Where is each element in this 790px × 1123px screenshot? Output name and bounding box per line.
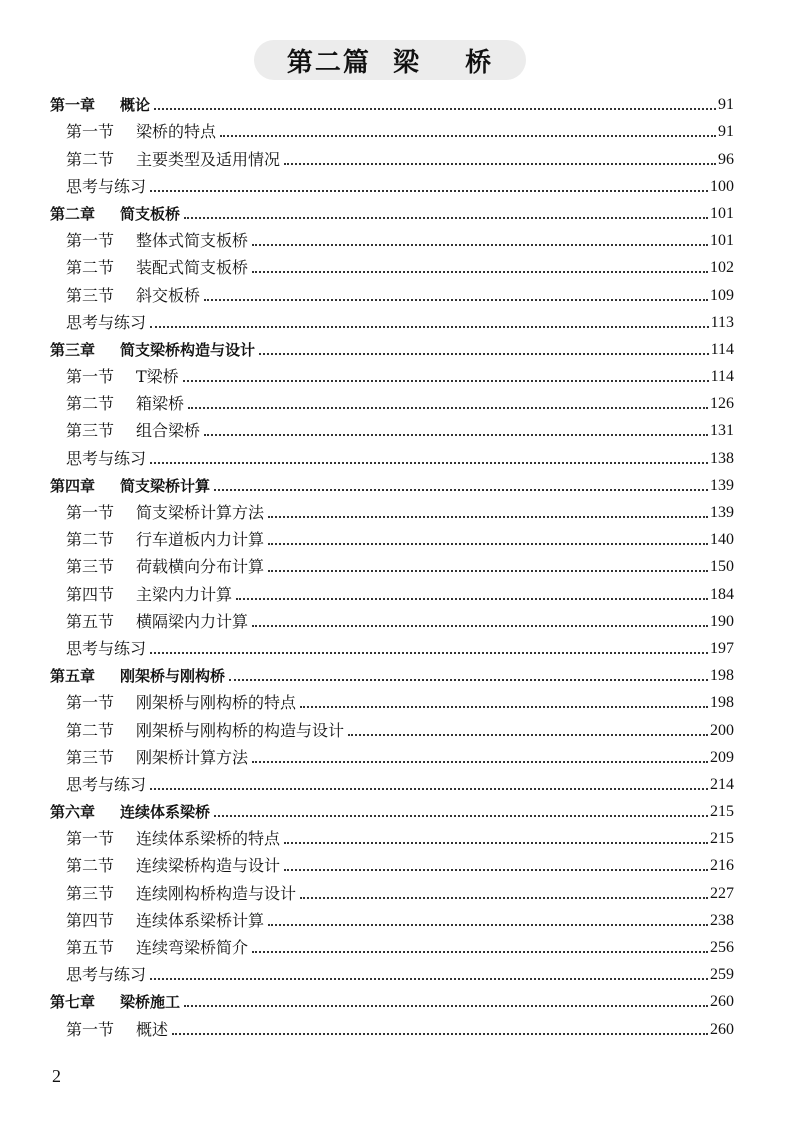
- toc-entry-number: 第三节: [66, 421, 115, 441]
- toc-entry-title: 梁桥施工: [120, 993, 181, 1012]
- toc-section-row[interactable]: [50, 577, 734, 604]
- toc-entry-title: 刚架桥与刚构桥的构造与设计: [136, 720, 345, 740]
- dot-leader: [154, 108, 716, 110]
- toc-entry-title: 思考与练习: [66, 638, 147, 658]
- toc-entry-page: 256: [710, 939, 734, 956]
- toc-entry-title: 思考与练习: [66, 965, 147, 985]
- toc-section-row[interactable]: [50, 822, 734, 849]
- toc-entry-title: 连续弯梁桥简介: [136, 938, 249, 957]
- toc-entry-title: 刚架桥计算方法: [136, 747, 249, 767]
- toc-section-row[interactable]: [50, 251, 734, 278]
- toc-entry-number: 第四节: [66, 910, 115, 930]
- toc-entry-title: 概论: [120, 96, 151, 115]
- toc-entry-title: 思考与练习: [66, 312, 147, 332]
- toc-entry-title: 概述: [136, 1019, 169, 1039]
- part-title-banner: [254, 40, 526, 80]
- dot-leader: [252, 244, 708, 246]
- toc-entry-number: 第七章: [50, 993, 96, 1012]
- toc-entry-title: 连续刚构桥构造与设计: [136, 883, 297, 903]
- toc-entry-page: 100: [710, 177, 734, 195]
- toc-section-row[interactable]: [50, 849, 734, 876]
- dot-leader: [150, 190, 708, 192]
- toc-section-row[interactable]: [50, 1012, 734, 1039]
- toc-entry-title: 刚架桥与刚构桥的特点: [136, 693, 297, 713]
- toc-exercise-row[interactable]: [50, 958, 734, 985]
- toc-section-row[interactable]: [50, 496, 734, 523]
- toc-entry-page: 209: [710, 748, 734, 766]
- toc-entry-number: 第一章: [50, 96, 96, 115]
- dot-leader: [183, 380, 709, 382]
- dot-leader: [204, 434, 708, 436]
- toc-entry-page: 109: [710, 286, 734, 304]
- toc-exercise-row[interactable]: [50, 170, 734, 197]
- dot-leader: [268, 924, 708, 926]
- toc-entry-title: 整体式简支板桥: [136, 231, 249, 251]
- toc-entry-page: 150: [710, 558, 734, 576]
- page-number: 2: [52, 1066, 61, 1086]
- dot-leader: [220, 135, 716, 137]
- toc-exercise-row[interactable]: [50, 441, 734, 468]
- toc-entry-number: 第三章: [50, 340, 96, 359]
- toc-entry-number: 第一节: [66, 1019, 115, 1039]
- toc-section-row[interactable]: [50, 278, 734, 305]
- toc-entry-page: 140: [710, 531, 734, 549]
- toc-entry-page: 101: [710, 204, 734, 222]
- dot-leader: [252, 271, 708, 273]
- toc-section-row[interactable]: [50, 142, 734, 169]
- toc-entry-page: 114: [710, 368, 734, 386]
- toc-entry-number: 第一节: [66, 503, 115, 522]
- dot-leader: [188, 407, 708, 409]
- toc-entry-number: 第四章: [50, 476, 96, 495]
- dot-leader: [150, 788, 708, 790]
- toc-entry-title: 连续体系梁桥: [120, 803, 211, 822]
- dot-leader: [150, 652, 708, 654]
- toc-chapter-row[interactable]: [50, 197, 734, 224]
- toc-entry-page: 260: [710, 993, 734, 1011]
- toc-entry-page: 96: [718, 150, 734, 168]
- toc-section-row[interactable]: [50, 741, 734, 768]
- toc-entry-number: 第二节: [66, 258, 115, 278]
- toc-entry-page: 131: [710, 422, 734, 440]
- toc-entry-title: 行车道板内力计算: [136, 530, 265, 550]
- toc-entry-number: 第二节: [66, 720, 115, 740]
- toc-exercise-row[interactable]: [50, 306, 734, 333]
- part-title: 第二篇 梁 桥: [286, 47, 494, 78]
- toc-entry-number: 第一节: [66, 122, 115, 142]
- toc-entry-number: 第三节: [66, 883, 115, 903]
- toc-entry-number: 第一节: [66, 829, 115, 849]
- toc-entry-title: 思考与练习: [66, 448, 147, 468]
- toc-entry-number: 第一节: [66, 367, 115, 387]
- toc-entry-page: 184: [710, 585, 734, 603]
- table-of-contents: [50, 88, 734, 1040]
- dot-leader: [214, 815, 708, 817]
- toc-entry-page: 138: [710, 449, 734, 467]
- toc-entry-title: 连续体系梁桥计算: [136, 910, 265, 930]
- toc-entry-number: 第四节: [66, 584, 115, 604]
- toc-entry-title: 组合梁桥: [136, 421, 201, 441]
- toc-entry-page: 260: [710, 1020, 734, 1038]
- dot-leader: [259, 353, 709, 355]
- toc-chapter-row[interactable]: [50, 659, 734, 686]
- toc-entry-number: 第五节: [66, 611, 115, 631]
- dot-leader: [268, 543, 708, 545]
- dot-leader: [184, 1005, 708, 1007]
- toc-entry-number: 第三节: [66, 557, 115, 577]
- toc-entry-page: 214: [710, 775, 734, 793]
- toc-section-row[interactable]: [50, 686, 734, 713]
- toc-entry-title: 主梁内力计算: [136, 584, 233, 604]
- toc-entry-title: 横隔梁内力计算: [136, 611, 249, 631]
- toc-entry-number: 第六章: [50, 803, 96, 822]
- toc-entry-page: 102: [710, 259, 734, 277]
- dot-leader: [150, 978, 708, 980]
- dot-leader: [284, 163, 716, 165]
- toc-entry-number: 第三节: [66, 285, 115, 305]
- toc-section-row[interactable]: [50, 931, 734, 958]
- toc-entry-page: 91: [718, 123, 734, 141]
- dot-leader: [150, 326, 709, 328]
- toc-chapter-row[interactable]: [50, 88, 734, 115]
- toc-entry-number: 第二章: [50, 204, 96, 223]
- dot-leader: [214, 489, 708, 491]
- toc-entry-title: 连续体系梁桥的特点: [136, 829, 281, 849]
- toc-entry-number: 第一节: [66, 231, 115, 251]
- toc-entry-title: 思考与练习: [66, 774, 147, 794]
- toc-entry-number: 第二节: [66, 856, 115, 876]
- toc-entry-title: 简支梁桥计算: [120, 476, 211, 495]
- toc-entry-page: 101: [710, 232, 734, 250]
- toc-entry-page: 190: [710, 612, 734, 630]
- toc-section-row[interactable]: [50, 360, 734, 387]
- dot-leader: [284, 869, 708, 871]
- toc-entry-title: T梁桥: [136, 367, 179, 387]
- toc-entry-page: 198: [710, 694, 734, 712]
- dot-leader: [229, 679, 708, 681]
- toc-entry-number: 第三节: [66, 747, 115, 767]
- toc-entry-page: 197: [710, 639, 734, 657]
- dot-leader: [150, 462, 708, 464]
- dot-leader: [300, 897, 708, 899]
- dot-leader: [236, 598, 708, 600]
- dot-leader: [348, 734, 708, 736]
- toc-entry-title: 简支板桥: [120, 204, 181, 223]
- toc-entry-title: 梁桥的特点: [136, 122, 217, 142]
- toc-section-row[interactable]: [50, 115, 734, 142]
- dot-leader: [252, 761, 708, 763]
- toc-entry-page: 139: [710, 504, 734, 521]
- toc-entry-title: 主要类型及适用情况: [136, 149, 281, 169]
- dot-leader: [284, 842, 708, 844]
- toc-entry-page: 113: [710, 313, 734, 331]
- dot-leader: [268, 516, 708, 518]
- toc-entry-page: 91: [718, 96, 734, 114]
- toc-section-row[interactable]: [50, 414, 734, 441]
- toc-entry-page: 114: [710, 340, 734, 358]
- dot-leader: [252, 951, 708, 953]
- toc-entry-page: 259: [710, 966, 734, 984]
- toc-section-row[interactable]: [50, 876, 734, 903]
- toc-entry-title: 简支梁桥计算方法: [136, 503, 265, 522]
- toc-section-row[interactable]: [50, 605, 734, 632]
- toc-entry-number: 第五节: [66, 938, 115, 957]
- toc-entry-page: 198: [710, 667, 734, 685]
- toc-exercise-row[interactable]: [50, 768, 734, 795]
- toc-entry-title: 连续梁桥构造与设计: [136, 856, 281, 876]
- toc-chapter-row[interactable]: [50, 469, 734, 496]
- toc-chapter-row[interactable]: [50, 795, 734, 822]
- dot-leader: [300, 706, 708, 708]
- toc-exercise-row[interactable]: [50, 632, 734, 659]
- toc-entry-number: 第五章: [50, 667, 96, 686]
- toc-entry-title: 简支梁桥构造与设计: [120, 340, 256, 359]
- toc-section-row[interactable]: [50, 224, 734, 251]
- toc-entry-title: 箱梁桥: [136, 394, 185, 414]
- toc-entry-page: 216: [710, 857, 734, 875]
- toc-entry-page: 215: [710, 803, 734, 821]
- dot-leader: [204, 299, 708, 301]
- toc-entry-page: 215: [710, 830, 734, 848]
- dot-leader: [268, 570, 708, 572]
- toc-entry-page: 200: [710, 721, 734, 739]
- toc-section-row[interactable]: [50, 523, 734, 550]
- toc-entry-title: 荷载横向分布计算: [136, 557, 265, 577]
- toc-chapter-row[interactable]: [50, 985, 734, 1012]
- toc-entry-number: 第二节: [66, 394, 115, 414]
- toc-entry-page: 238: [710, 911, 734, 929]
- toc-entry-title: 思考与练习: [66, 176, 147, 196]
- toc-entry-number: 第二节: [66, 149, 115, 169]
- toc-chapter-row[interactable]: [50, 333, 734, 360]
- toc-entry-number: 第一节: [66, 693, 115, 713]
- toc-entry-title: 装配式简支板桥: [136, 258, 249, 278]
- toc-entry-number: 第二节: [66, 530, 115, 550]
- dot-leader: [252, 625, 708, 627]
- toc-entry-title: 刚架桥与刚构桥: [120, 667, 226, 686]
- toc-entry-page: 227: [710, 884, 734, 902]
- toc-section-row[interactable]: [50, 904, 734, 931]
- toc-entry-page: 126: [710, 395, 734, 413]
- dot-leader: [184, 217, 708, 219]
- toc-entry-title: 斜交板桥: [136, 285, 201, 305]
- toc-entry-page: 139: [710, 476, 734, 494]
- dot-leader: [172, 1033, 708, 1035]
- toc-section-row[interactable]: [50, 713, 734, 740]
- toc-section-row[interactable]: [50, 550, 734, 577]
- toc-section-row[interactable]: [50, 387, 734, 414]
